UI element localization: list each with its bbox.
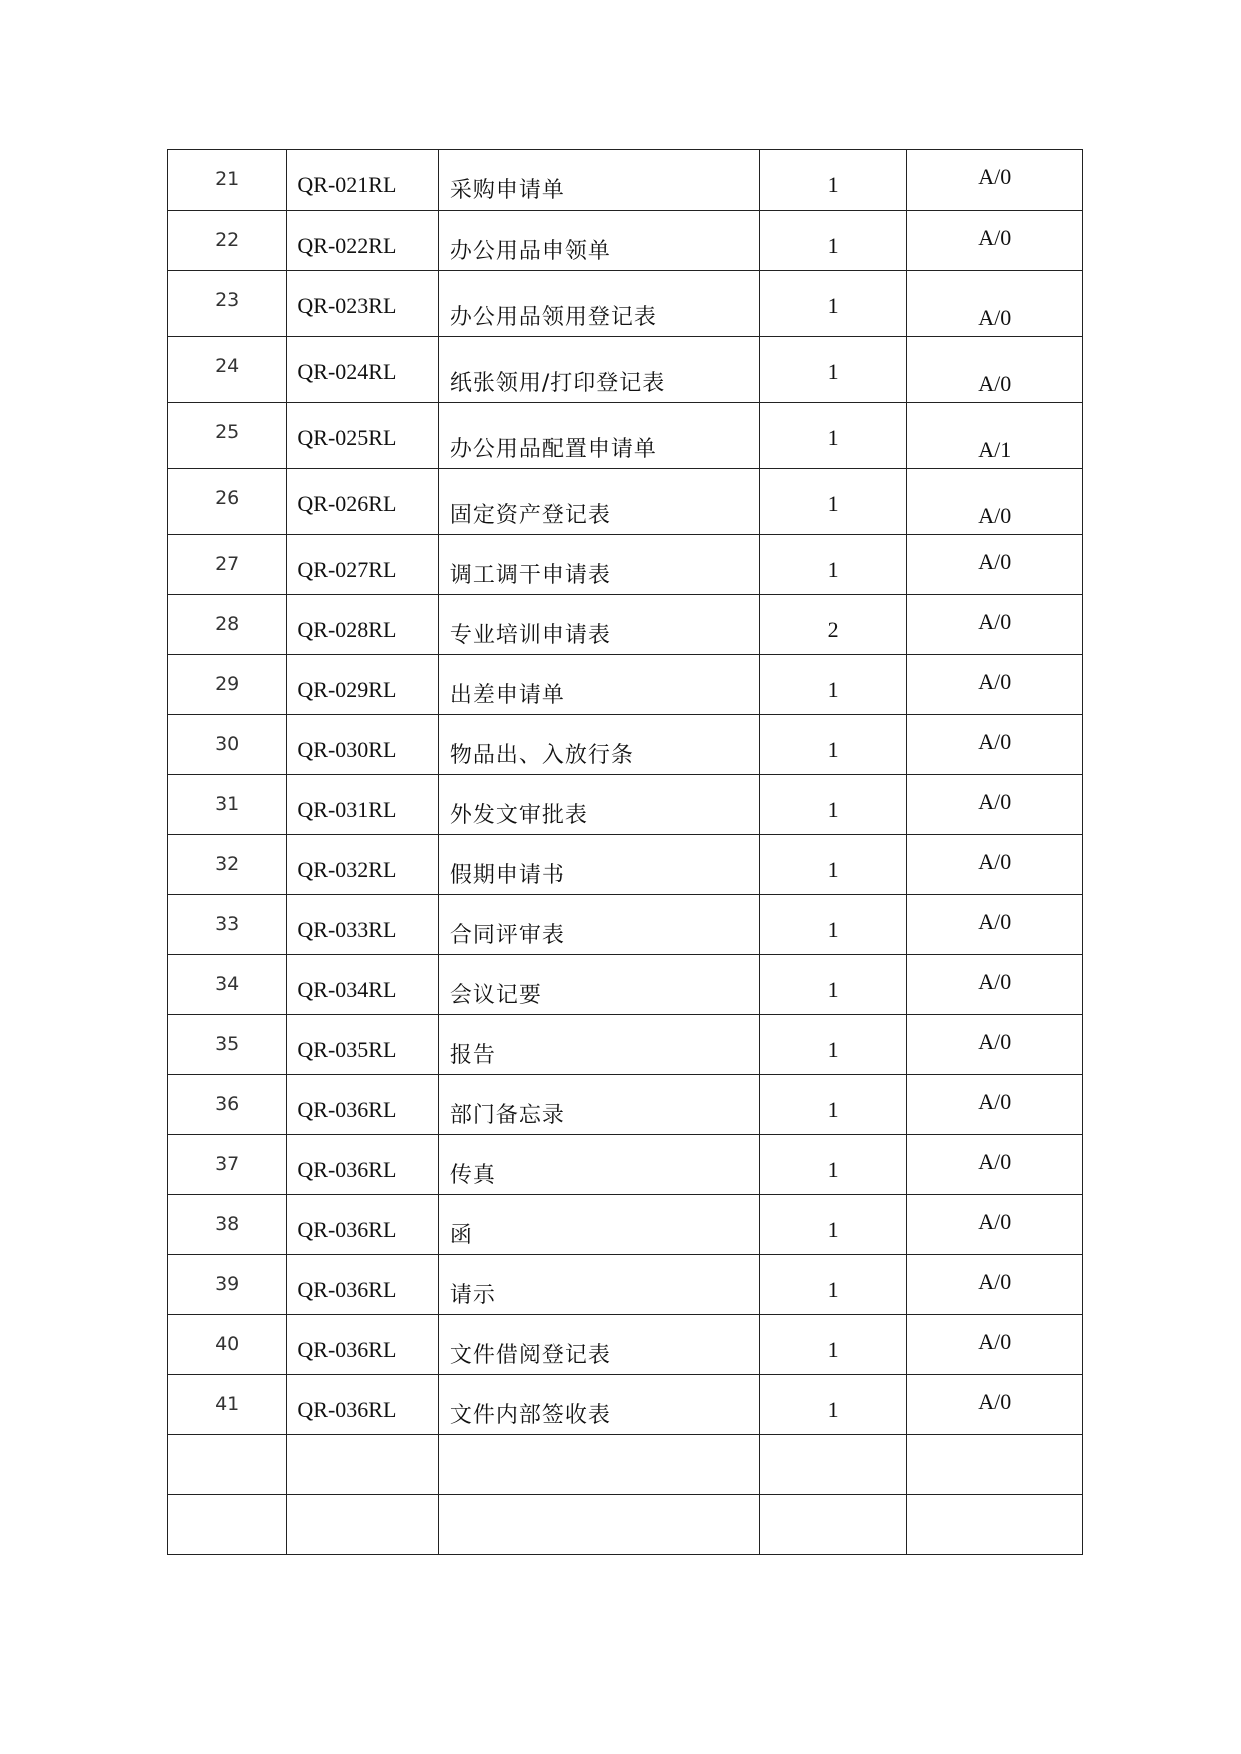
quantity: 1: [827, 1277, 839, 1302]
quantity: 1: [827, 737, 839, 762]
row-number-cell: [168, 955, 287, 1015]
form-name-cell: [438, 1255, 759, 1315]
version: A/0: [978, 789, 1012, 814]
form-code: QR-036RL: [297, 1157, 397, 1182]
form-code: QR-028RL: [297, 617, 397, 642]
row-number-cell: [168, 775, 287, 835]
quantity-cell: [759, 895, 906, 955]
version-cell: [907, 1375, 1083, 1435]
version-cell: [907, 895, 1083, 955]
form-name-cell: [438, 1075, 759, 1135]
quantity-cell: [759, 1075, 906, 1135]
version: A/0: [978, 1029, 1012, 1054]
version-cell: [907, 211, 1083, 271]
row-number-cell: [168, 403, 287, 469]
row-number: 26: [215, 487, 240, 509]
form-name: 函: [449, 1223, 473, 1248]
row-number-cell: [168, 1315, 287, 1375]
form-code: QR-024RL: [297, 359, 397, 384]
form-code: QR-033RL: [297, 917, 397, 942]
quantity: 1: [827, 293, 839, 318]
form-code-cell: [287, 1195, 438, 1255]
form-code: QR-035RL: [297, 1037, 397, 1062]
version-cell: [907, 337, 1083, 403]
row-number: 25: [215, 421, 240, 443]
quantity-cell: [759, 1315, 906, 1375]
quantity-cell: [759, 1255, 906, 1315]
form-code-cell: [287, 337, 438, 403]
form-name-cell: [438, 775, 759, 835]
form-code-cell: [287, 1075, 438, 1135]
quantity: 1: [827, 557, 839, 582]
version: A/0: [978, 1269, 1012, 1294]
table-row: [168, 271, 1083, 337]
form-code: QR-036RL: [297, 1397, 397, 1422]
empty-cell: [287, 1435, 438, 1495]
empty-cell: [907, 1435, 1083, 1495]
row-number: 37: [215, 1153, 240, 1175]
table-row: [168, 1075, 1083, 1135]
version: A/0: [978, 1149, 1012, 1174]
quantity-cell: [759, 535, 906, 595]
version-cell: [907, 835, 1083, 895]
form-name-cell: [438, 337, 759, 403]
form-code-cell: [287, 655, 438, 715]
quantity: 1: [827, 977, 839, 1002]
form-code-cell: [287, 1255, 438, 1315]
version: A/0: [978, 609, 1012, 634]
row-number: 28: [215, 613, 240, 635]
quantity: 1: [827, 233, 839, 258]
form-name-cell: [438, 895, 759, 955]
form-code: QR-029RL: [297, 677, 397, 702]
row-number: 36: [215, 1093, 240, 1115]
form-name: 文件内部签收表: [449, 1403, 611, 1428]
form-name-cell: [438, 271, 759, 337]
table-row: [168, 1315, 1083, 1375]
quantity-cell: [759, 337, 906, 403]
form-name-cell: [438, 595, 759, 655]
version: A/0: [978, 503, 1012, 528]
form-name-cell: [438, 535, 759, 595]
quantity-cell: [759, 1015, 906, 1075]
table-row: [168, 895, 1083, 955]
form-name: 传真: [449, 1163, 496, 1188]
row-number-cell: [168, 535, 287, 595]
form-name: 物品出、入放行条: [449, 743, 634, 768]
version: A/0: [978, 849, 1012, 874]
quantity: 1: [827, 677, 839, 702]
table-row: [168, 955, 1083, 1015]
form-code: QR-031RL: [297, 797, 397, 822]
empty-cell: [907, 1495, 1083, 1555]
form-name: 专业培训申请表: [449, 623, 611, 648]
row-number: 22: [215, 229, 240, 251]
quantity-cell: [759, 271, 906, 337]
form-name-cell: [438, 835, 759, 895]
version-cell: [907, 1015, 1083, 1075]
quantity-cell: [759, 211, 906, 271]
quantity: 1: [827, 1097, 839, 1122]
form-code: QR-021RL: [297, 172, 397, 197]
form-name: 合同评审表: [449, 923, 565, 948]
version-cell: [907, 955, 1083, 1015]
form-code: QR-026RL: [297, 491, 397, 516]
quantity: 1: [827, 857, 839, 882]
quantity-cell: [759, 469, 906, 535]
form-name: 出差申请单: [449, 683, 565, 708]
quantity: 1: [827, 1037, 839, 1062]
form-code: QR-027RL: [297, 557, 397, 582]
version-cell: [907, 469, 1083, 535]
row-number-cell: [168, 1015, 287, 1075]
form-code: QR-032RL: [297, 857, 397, 882]
quantity-cell: [759, 403, 906, 469]
form-code-cell: [287, 211, 438, 271]
version: A/0: [978, 729, 1012, 754]
version: A/0: [978, 1389, 1012, 1414]
row-number-cell: [168, 595, 287, 655]
table-row: [168, 595, 1083, 655]
version-cell: [907, 150, 1083, 211]
version: A/0: [978, 1089, 1012, 1114]
quantity: 1: [827, 1157, 839, 1182]
quantity: 2: [827, 617, 839, 642]
quantity: 1: [827, 172, 839, 197]
form-name: 外发文审批表: [449, 803, 588, 828]
empty-cell: [438, 1435, 759, 1495]
row-number-cell: [168, 655, 287, 715]
version: A/0: [978, 371, 1012, 396]
table-row: [168, 1015, 1083, 1075]
table-row: [168, 715, 1083, 775]
form-name-cell: [438, 655, 759, 715]
row-number-cell: [168, 211, 287, 271]
row-number-cell: [168, 1135, 287, 1195]
empty-table-row: [168, 1435, 1083, 1495]
table-row: [168, 775, 1083, 835]
form-code-cell: [287, 775, 438, 835]
quantity: 1: [827, 491, 839, 516]
quantity: 1: [827, 1217, 839, 1242]
table-row: [168, 835, 1083, 895]
version-cell: [907, 1075, 1083, 1135]
table-row: [168, 1195, 1083, 1255]
row-number: 29: [215, 673, 240, 695]
quantity: 1: [827, 359, 839, 384]
table-row: [168, 1255, 1083, 1315]
form-code: QR-034RL: [297, 977, 397, 1002]
table-row: [168, 211, 1083, 271]
table-row: [168, 150, 1083, 211]
row-number-cell: [168, 271, 287, 337]
version: A/0: [978, 305, 1012, 330]
version-cell: [907, 403, 1083, 469]
row-number-cell: [168, 835, 287, 895]
form-name-cell: [438, 955, 759, 1015]
form-name: 文件借阅登记表: [449, 1343, 611, 1368]
row-number-cell: [168, 715, 287, 775]
row-number: 30: [215, 733, 240, 755]
quantity-cell: [759, 1375, 906, 1435]
form-name: 假期申请书: [449, 863, 565, 888]
table-row: [168, 1375, 1083, 1435]
empty-cell: [168, 1495, 287, 1555]
form-name-cell: [438, 1195, 759, 1255]
row-number: 40: [215, 1333, 240, 1355]
form-code-cell: [287, 895, 438, 955]
form-code: QR-036RL: [297, 1097, 397, 1122]
form-name: 报告: [449, 1043, 496, 1068]
version-cell: [907, 655, 1083, 715]
form-code-cell: [287, 403, 438, 469]
version: A/0: [978, 164, 1012, 189]
version: A/0: [978, 969, 1012, 994]
form-code-cell: [287, 1375, 438, 1435]
version-cell: [907, 715, 1083, 775]
row-number: 35: [215, 1033, 240, 1055]
table-row: [168, 469, 1083, 535]
form-code-cell: [287, 1135, 438, 1195]
row-number: 39: [215, 1273, 240, 1295]
quantity: 1: [827, 1337, 839, 1362]
row-number-cell: [168, 1075, 287, 1135]
form-name: 办公用品申领单: [449, 239, 611, 264]
form-code-cell: [287, 715, 438, 775]
quantity-cell: [759, 595, 906, 655]
form-code: QR-030RL: [297, 737, 397, 762]
form-code-cell: [287, 595, 438, 655]
form-code-cell: [287, 1315, 438, 1375]
table-row: [168, 655, 1083, 715]
form-code: QR-025RL: [297, 425, 397, 450]
quantity-cell: [759, 715, 906, 775]
form-code: QR-036RL: [297, 1337, 397, 1362]
form-name-cell: [438, 469, 759, 535]
form-code: QR-022RL: [297, 233, 397, 258]
empty-table-row: [168, 1495, 1083, 1555]
quantity: 1: [827, 1397, 839, 1422]
row-number: 38: [215, 1213, 240, 1235]
quantity: 1: [827, 917, 839, 942]
row-number-cell: [168, 895, 287, 955]
row-number: 31: [215, 793, 240, 815]
form-name: 办公用品配置申请单: [449, 437, 657, 462]
row-number: 21: [215, 168, 240, 190]
version: A/0: [978, 669, 1012, 694]
form-code-cell: [287, 469, 438, 535]
quantity-cell: [759, 775, 906, 835]
form-name-cell: [438, 150, 759, 211]
form-name-cell: [438, 1015, 759, 1075]
table-row: [168, 403, 1083, 469]
version: A/0: [978, 909, 1012, 934]
form-code: QR-023RL: [297, 293, 397, 318]
version-cell: [907, 1135, 1083, 1195]
row-number: 41: [215, 1393, 240, 1415]
form-code-cell: [287, 535, 438, 595]
form-name: 纸张领用/打印登记表: [449, 371, 666, 396]
row-number: 33: [215, 913, 240, 935]
version-cell: [907, 1315, 1083, 1375]
form-name-cell: [438, 1315, 759, 1375]
version-cell: [907, 535, 1083, 595]
form-name: 调工调干申请表: [449, 563, 611, 588]
row-number-cell: [168, 469, 287, 535]
form-code: QR-036RL: [297, 1277, 397, 1302]
row-number-cell: [168, 1375, 287, 1435]
row-number: 24: [215, 355, 240, 377]
form-name: 部门备忘录: [449, 1103, 565, 1128]
table-row: [168, 337, 1083, 403]
form-name-cell: [438, 403, 759, 469]
table-row: [168, 1135, 1083, 1195]
quantity-cell: [759, 1135, 906, 1195]
row-number: 34: [215, 973, 240, 995]
form-name: 会议记要: [449, 983, 542, 1008]
form-code: QR-036RL: [297, 1217, 397, 1242]
version: A/0: [978, 1209, 1012, 1234]
row-number: 23: [215, 289, 240, 311]
form-name-cell: [438, 211, 759, 271]
row-number-cell: [168, 1195, 287, 1255]
version: A/0: [978, 1329, 1012, 1354]
table-row: [168, 535, 1083, 595]
version-cell: [907, 595, 1083, 655]
quantity-cell: [759, 955, 906, 1015]
form-code-cell: [287, 271, 438, 337]
table-body: [168, 150, 1083, 1555]
form-name: 请示: [449, 1283, 496, 1308]
form-name-cell: [438, 1375, 759, 1435]
version-cell: [907, 271, 1083, 337]
empty-cell: [759, 1495, 906, 1555]
empty-cell: [759, 1435, 906, 1495]
row-number: 27: [215, 553, 240, 575]
version: A/0: [978, 225, 1012, 250]
form-register-table: [167, 149, 1083, 1555]
form-name: 办公用品领用登记表: [449, 305, 657, 330]
form-name: 固定资产登记表: [449, 503, 611, 528]
row-number-cell: [168, 337, 287, 403]
form-code-cell: [287, 955, 438, 1015]
row-number-cell: [168, 150, 287, 211]
row-number-cell: [168, 1255, 287, 1315]
empty-cell: [287, 1495, 438, 1555]
form-code-cell: [287, 1015, 438, 1075]
quantity-cell: [759, 150, 906, 211]
quantity-cell: [759, 655, 906, 715]
version: A/0: [978, 549, 1012, 574]
version-cell: [907, 1195, 1083, 1255]
empty-cell: [168, 1435, 287, 1495]
form-name: 采购申请单: [449, 178, 565, 203]
version: A/1: [978, 437, 1012, 462]
form-code-cell: [287, 835, 438, 895]
version-cell: [907, 1255, 1083, 1315]
empty-cell: [438, 1495, 759, 1555]
quantity-cell: [759, 1195, 906, 1255]
quantity: 1: [827, 425, 839, 450]
version-cell: [907, 775, 1083, 835]
form-code-cell: [287, 150, 438, 211]
form-name-cell: [438, 1135, 759, 1195]
form-name-cell: [438, 715, 759, 775]
quantity-cell: [759, 835, 906, 895]
quantity: 1: [827, 797, 839, 822]
row-number: 32: [215, 853, 240, 875]
